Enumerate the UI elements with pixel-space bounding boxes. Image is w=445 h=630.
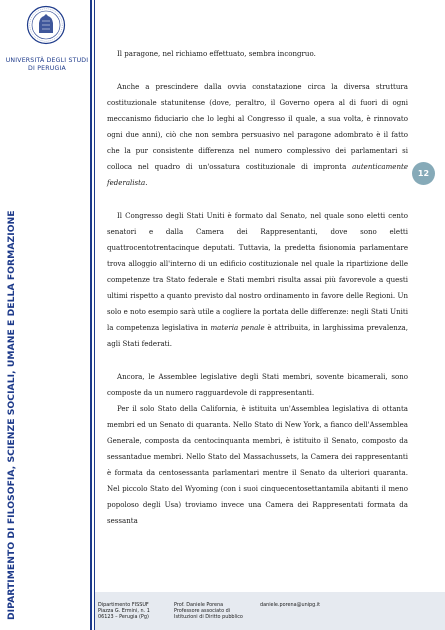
footer-professor <box>174 602 254 620</box>
footer-prof-line3: Istituzioni di Diritto pubblico <box>174 614 243 620</box>
paragraph-3-emphasis: materia penale <box>210 323 265 332</box>
paragraph-2 <box>107 79 408 191</box>
university-seal-icon <box>26 5 66 45</box>
footer-dept-line2: Piazza G. Ermini, n. 1 <box>98 608 150 614</box>
paragraph-5-text: Per il solo Stato della California, è istituita un'Assemblea legislativa di ottanta membri ed un Senato di quaranta. Nello Stato di New York, a fianco dell'Assemblea Generale, composta da centocinquanta membri, è istituito il Senato, composto da sessantadue membri. Nello Stato del Massachussets, la Camera dei rappresentanti è formata da centosessanta parlamentari mentre il Senato da ulteriori quaranta. Nel piccolo Stato del Wyoming (con i suoi cinquecentosettantamila abitanti il meno popoloso degli Usa) troviamo invece una Camera dei Rappresentati formata da sessanta <box>107 404 408 525</box>
footer-department <box>98 602 170 620</box>
footer-prof-line1: Prof. Daniele Porena <box>174 602 224 608</box>
footer-dept-line1: Dipartimento FISSUF <box>98 602 149 608</box>
paragraph-2-emphasis: autenticamente federalista <box>107 162 408 187</box>
department-vertical-label <box>1 180 23 620</box>
paragraph-3 <box>107 208 408 352</box>
sidebar-divider-thick <box>90 0 92 630</box>
footer-email-link[interactable]: daniele.porena@unipg.it <box>260 602 321 608</box>
university-name <box>4 57 90 72</box>
university-name-line1: UNIVERSITÀ DEGLI STUDI <box>5 57 89 64</box>
paragraph-4-text: Ancora, le Assemblee legislative degli Stati membri, sovente bicamerali, sono composte da un numero ragguardevole di rappresentanti. <box>107 372 408 397</box>
footer-dept-line3: 06123 – Perugia (Pg) <box>98 614 149 620</box>
paragraph-2-end: . <box>145 178 148 187</box>
footer-prof-line2: Professore associato di <box>174 608 231 614</box>
paragraph-5 <box>107 401 408 529</box>
paragraph-4 <box>107 369 408 401</box>
page-number-badge: 12 <box>412 162 435 185</box>
paragraph-1-text: Il paragone, nel richiamo effettuato, sembra incongruo. <box>117 49 316 58</box>
paragraph-3-text: Il Congresso degli Stati Uniti è formato dal Senato, nel quale sono eletti cento senatori e dalla Camera dei Rappresentanti, dove sono eletti quattrocentotrentacinque deputati. Tuttavia, la predetta fisionomia parlamentare trova alloggio all'interno di un edificio costituzionale nel quale la ripartizione delle competenze tra Stato federale e Stati membri risulta assai più favorevole a questi ultimi rispetto a quanto previsto dal nostro ordinamento in favore delle Regioni. Un solo e noto esempio sarà utile a cogliere la portata delle differenze: negli Stati Uniti la competenza legislativa in <box>107 211 408 332</box>
paragraph-1 <box>107 46 408 62</box>
university-name-line2: DI PERUGIA <box>28 64 66 72</box>
sidebar-divider-thin <box>94 0 95 630</box>
sidebar <box>0 0 90 630</box>
paragraph-2-text: Anche a prescindere dalla ovvia constatazione circa la diversa struttura costituzionale statunitense (dove, peraltro, il Governo opera al di fuori di ogni meccanismo fiduciario che lo leghi al Congresso il quale, a sua volta, è rinnovato ogni due anni), ciò che non sembra persuasivo nel paragone adombrato è il fatto che la pur consistente differenza nel numero complessivo dei parlamentari si colloca nel quadro di un'ossatura costituzionale di impronta <box>107 82 408 171</box>
department-name: DIPARTIMENTO DI FILOSOFIA, SCIENZE SOCIALI, UMANE E DELLA FORMAZIONE <box>6 210 17 620</box>
document-body <box>107 46 408 529</box>
paragraph-3-end: è attribuita, in larghissima prevalenza, agli Stati federati. <box>107 323 408 348</box>
